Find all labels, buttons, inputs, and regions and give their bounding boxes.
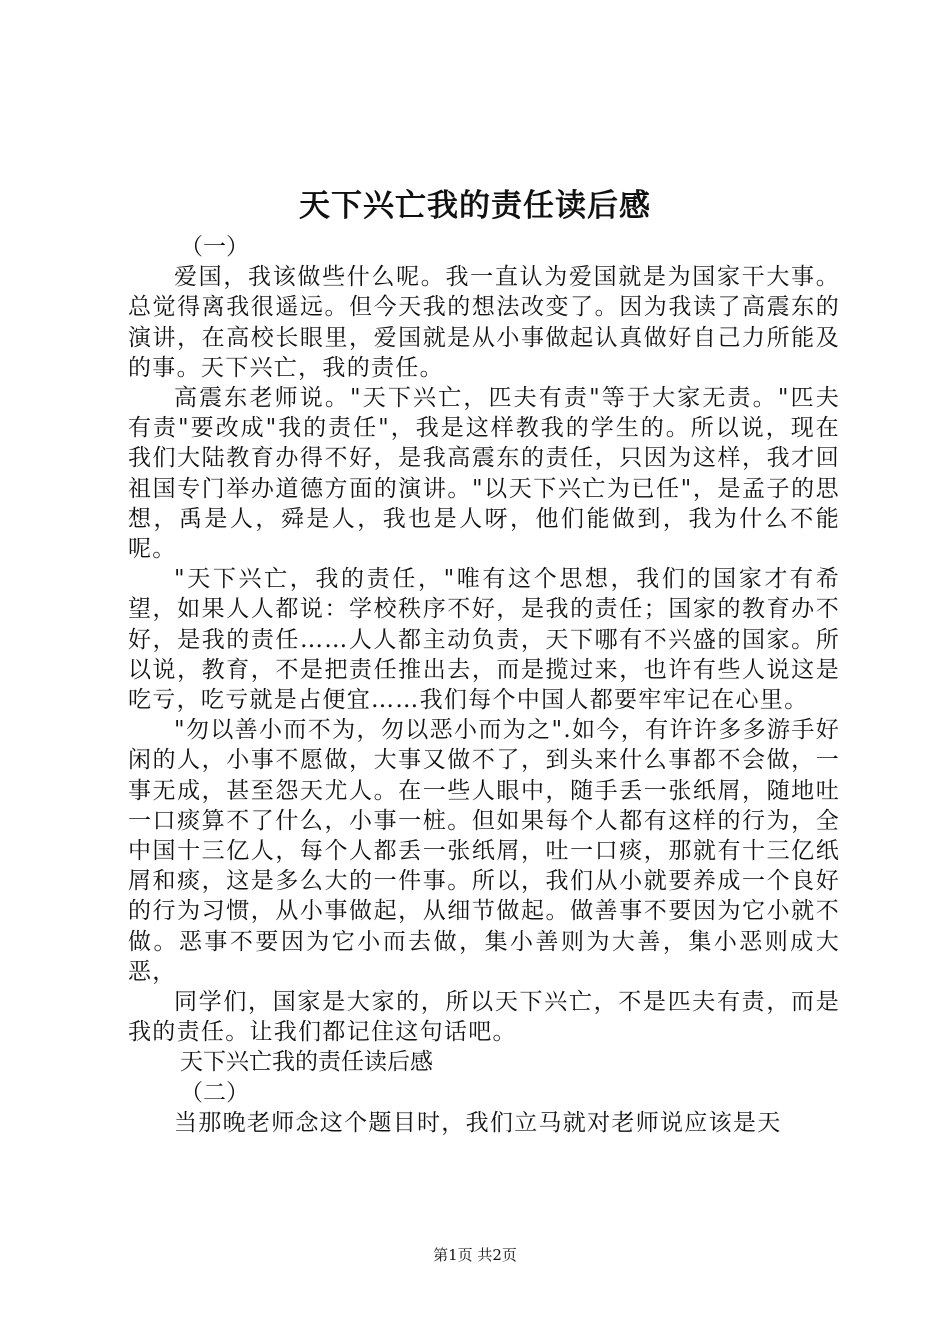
paragraph: 爱国，我该做些什么呢。我一直认为爱国就是为国家干大事。总觉得离我很遥远。但今天我的想法改变了。因为我读了高震东的演讲，在高校长眼里，爱国就是从小事做起认真做好自己力所能及的事。天下兴亡，我的责任。: [128, 264, 840, 381]
repeat-title: 天下兴亡我的责任读后感: [180, 1049, 433, 1076]
document-title: 天下兴亡我的责任读后感: [299, 188, 651, 224]
document-body: [128, 232, 840, 1138]
paragraph: "天下兴亡，我的责任，"唯有这个思想，我们的国家才有希望，如果人人都说：学校秩序不好，是我的责任；国家的教育办不好，是我的责任……人人都主动负责，天下哪有不兴盛的国家。所以说，教育，不是把责任推出去，而是揽过来，也许有些人说这是吃亏，吃亏就是占便宜……我们每个中国人都要牢牢记在心里。: [128, 566, 840, 714]
section-marker-1: （一）: [180, 234, 249, 260]
paragraph: 同学们，国家是大家的，所以天下兴亡，不是匹夫有责，而是我的责任。让我们都记住这句话吧。: [128, 989, 840, 1046]
paragraph: 高震东老师说。"天下兴亡，匹夫有责"等于大家无责。"匹夫有责"要改成"我的责任"，我是这样教我的学生的。所以说，现在我们大陆教育办得不好，是我高震东的责任，只因为这样，我才回祖国专门举办道德方面的演讲。"以天下兴亡为已任"，是孟子的思想，禹是人，舜是人，我也是人呀，他们能做到，我为什么不能呢。: [128, 385, 840, 563]
paragraph: 当那晚老师念这个题目时，我们立马就对老师说应该是天: [174, 1109, 782, 1136]
section-marker-2: （二）: [180, 1079, 249, 1106]
page-footer: 第1页 共2页: [433, 1246, 517, 1264]
paragraph: "勿以善小而不为，勿以恶小而为之".如今，有许许多多游手好闲的人，小事不愿做，大事又做不了，到头来什么事都不会做，一事无成，甚至怨天尤人。在一些人眼中，随手丢一张纸屑，随地吐一口痰算不了什么，小事一桩。但如果每个人都有这样的行为，全中国十三亿人，每个人都丢一张纸屑，吐一口痰，那就有十三亿纸屑和痰，这是多么大的一件事。所以，我们从小就要养成一个良好的行为习惯，从小事做起，从细节做起。做善事不要因为它小就不做。恶事不要因为它小而去做，集小善则为大善，集小恶则成大恶，: [128, 717, 840, 985]
